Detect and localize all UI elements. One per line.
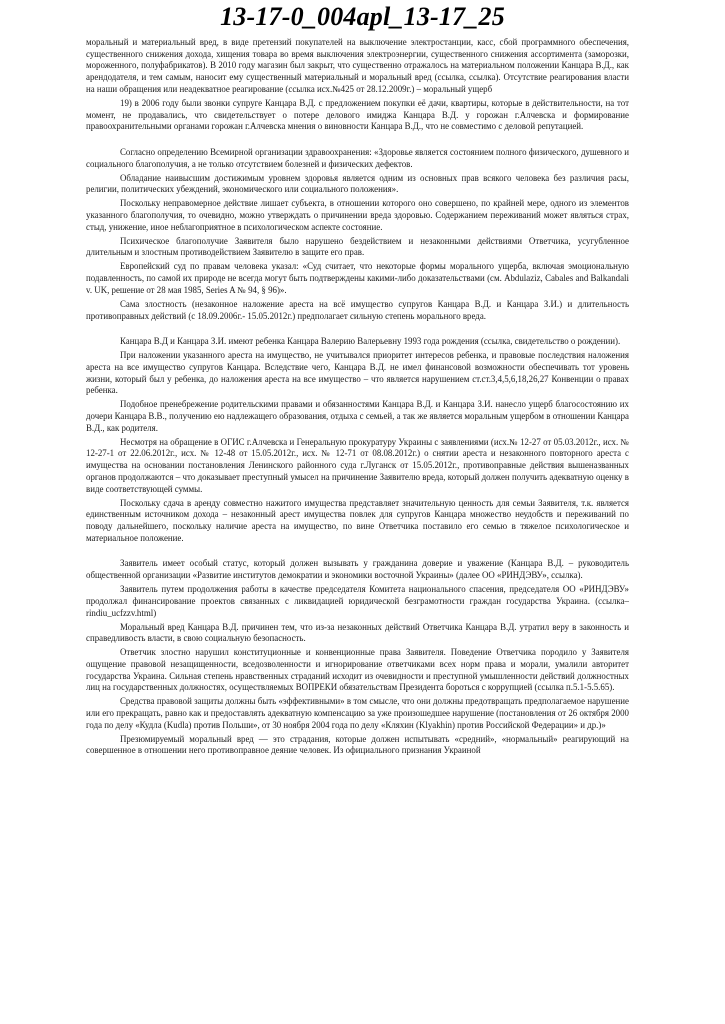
paragraph: Европейский суд по правам человека указал: «Суд считает, что некоторые формы морального ущерба, включая эмоциональную подавленность, по самой их природе не всегда могут быть подтверждены какими-либо доказательствами (см. Abdulaziz, Cabales and Balkandali v. UK, решение от 28 мая 1985, Series A № 94, § 96)». — [86, 261, 629, 295]
paragraph: Заявитель путем продолжения работы в качестве председателя Комитета национального спасения, председателя ОО «РИНДЭВУ» продолжал финансирование проектов связанных с ликвидацией юридической безграмотности граждан государства Украина. (ссылка–rindiu_ucfzzv.html) — [86, 584, 629, 618]
paragraph: моральный и материальный вред, в виде претензий покупателей на выключение электростанции, касс, сбой программного обеспечения, существенного снижения дохода, хищения товара во время выключения электроэнергии, существенного снижения ассортимента (заморозки, мороженного, полуфабрикатов). В 2010 году магазин был закрыт, что существенно отражалось на материальном положении Канцара В.Д., как арендодателя, и тем самым, наносит ему существенный материальный и моральный вред (ссылка, ссылка). Отсутствие реагирования власти на наши обращения или неадекватное реагирование (ссылка исх.№425 от 28.12.2009г.) – моральный ущерб — [86, 37, 629, 94]
paragraph: Поскольку сдача в аренду совместно нажитого имущества представляет значительную ценность для семьи Заявителя, т.к. является единственным источником дохода – незаконный арест имущества повлек для супругов Канцара множество неудобств и переживаний по поводу дальнейшего, поскольку наличие ареста на имущество, по вине Ответчика поставило его семью в тяжелое психологическое и материальное положение. — [86, 497, 629, 543]
paragraph: Канцара В.Д и Канцара З.И. имеют ребенка Канцара Валерию Валерьевну 1993 года рождения (ссылка, свидетельство о рождении). — [120, 336, 621, 347]
paragraph: Поскольку неправомерное действие лишает субъекта, в отношении которого оно совершено, по крайней мере, одного из элементов указанного благополучия, то очевидно, можно утверждать о причинении вреда здоровью. Содержанием переживаний может являться страх, стыд, унижение, иное неблагоприятное в психологическом аспекте состояние. — [86, 198, 629, 232]
paragraph: Моральный вред Канцара В.Д. причинен тем, что из-за незаконных действий Ответчика Канцара В.Д. утратил веру в законность и справедливость власти, в свою социальную безопасность. — [86, 621, 629, 644]
paragraph: Заявитель имеет особый статус, который должен вызывать у гражданина доверие и уважение (Канцара В.Д. – руководитель общественной организации «Развитие институтов демократии и экономики восточной Украины» (далее ОО «РИНДЭВУ», ссылка). — [86, 558, 629, 581]
paragraph: Обладание наивысшим достижимым уровнем здоровья является одним из основных прав всякого человека без различия расы, религии, политических убеждений, экономического или социального положения». — [86, 172, 629, 195]
paragraph: Сама злостность (незаконное наложение ареста на всё имущество супругов Канцара В.Д. и Канцара З.И.) и длительность противоправных действий (с 18.09.2006г.- 15.05.2012г.) предполагает сильную степень морального вреда. — [86, 298, 629, 321]
paragraph: Средства правовой защиты должны быть «эффективными» в том смысле, что они должны предотвращать предполагаемое нарушение или его прекращать, равно как и предоставлять адекватную компенсацию за уже произошедшее нарушение (постановления от 26 октября 2000 года по делу «Кудла (Kudla) против Польши», от 30 ноября 2004 года по делу «Кляхин (Klyakhin) против Российской Федерации» и др.)» — [86, 696, 629, 730]
paragraph: Подобное пренебрежение родительскими правами и обязанностями Канцара В.Д. и Канцара З.И. нанесло ущерб благосостоянию их дочери Канцара В.В., получению ею надлежащего образования, отдыха с семьей, а так же является моральным ущербом в отношении Канцара В.Д., как родителя. — [86, 399, 629, 433]
paragraph: Несмотря на обращение в ОГИС г.Алчевска и Генеральную прокуратуру Украины с заявлениями (исх.№ 12-27 от 05.03.2012г., исх. № 12-27-1 от 22.06.2012г., исх. № 12-48 от 15.05.2012г., исх. № 12-71 от 08.08.2012г.) о снятии ареста и незаконного повторного ареста с имущества на основании постановления Ленинского районного суда г.Луганск от 15.05.2012г., противоправные действия вышеназванных органов продолжаются – что доказывает преступный умысел на причинение Заявителю вреда, который должен получить адекватную оценку в виде соответствующей суммы. — [86, 436, 629, 494]
document-header-title: 13-17-0_004apl_13-17_25 — [220, 2, 505, 31]
paragraph: Презюмируемый моральный вред — это страдания, которые должен испытывать «средний», «нормальный» реагирующий на совершенное в отношении него противоправное деяние человек. Из официального признания Украиной — [86, 733, 629, 756]
document-body — [86, 37, 629, 759]
paragraph: Согласно определению Всемирной организации здравоохранения: «Здоровье является состоянием полного физического, душевного и социального благополучия, а не только отсутствием болезней и физических дефектов. — [86, 146, 629, 169]
paragraph: При наложении указанного ареста на имущество, не учитывался приоритет интересов ребенка, и правовые последствия наложения ареста на все имущество супругов Канцара. Вследствие чего, Канцара В.Д. не имел финансовой возможности обеспечивать тот уровень жизни, который был у ребенка, до наложения ареста на все имущество – что является нарушением ст.ст.3,4,5,6,18,26,27 Конвенции о правах ребенка. — [86, 350, 629, 396]
paragraph: 19) в 2006 году были звонки супруге Канцара В.Д. с предложением покупки её дачи, квартиры, которые в действительности, на тот момент, не продавались, что свидетельствует о потере делового имиджа Канцара В.Д. у горожан г.Алчевска и формирование правоохранительными органами горожан г.Алчевска мнения о виновности Канцара В.Д., что не совместимо с деловой репутацией. — [86, 97, 629, 132]
paragraph: Ответчик злостно нарушил конституционные и конвенционные права Заявителя. Поведение Ответчика породило у Заявителя ощущение правовой незащищенности, вседозволенности и игнорирование ответчиками всех норм права и морали, умалили авторитет государства Украина. Сильная степень нравственных страданий исходит из очевидности и преступной умышленности действий должностных лиц на государственных должностях, осуществляемых ВОПРЕКИ обязательствам Президента бороться с коррупцией (ссылка п.5.1-5.5.65). — [86, 647, 629, 693]
paragraph: Психическое благополучие Заявителя было нарушено бездействием и незаконными действиями Ответчика, усугубленное длительным и злостным противодействием Заявителю в защите его прав. — [86, 235, 629, 258]
